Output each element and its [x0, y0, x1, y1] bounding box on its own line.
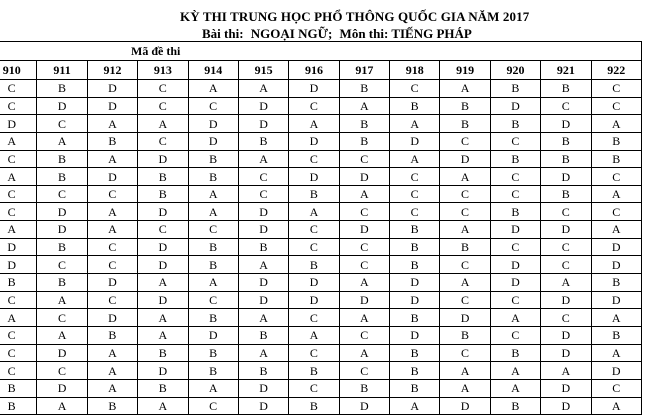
answer-cell: B — [541, 150, 591, 168]
answer-cell: A — [339, 309, 389, 327]
answer-cell: A — [591, 309, 642, 327]
answer-cell: D — [138, 238, 188, 256]
answer-cell: D — [0, 256, 37, 274]
exam-code-cell: 914 — [188, 60, 238, 80]
answer-cell: B — [390, 238, 440, 256]
answer-cell: B — [188, 150, 238, 168]
answer-cell: C — [289, 344, 339, 362]
exam-code-cell: 911 — [37, 60, 87, 80]
answer-cell: B — [87, 132, 137, 150]
answer-cell: A — [188, 80, 238, 98]
answer-cell: D — [188, 132, 238, 150]
answer-cell: A — [0, 309, 37, 327]
answer-cell: C — [87, 291, 137, 309]
answer-cell: B — [37, 80, 87, 98]
answer-cell: C — [238, 168, 288, 186]
subject-value: TIẾNG PHÁP — [391, 26, 472, 41]
table-row — [0, 132, 642, 150]
answer-cell: C — [138, 97, 188, 115]
answer-cell: B — [289, 185, 339, 203]
answer-cell: B — [37, 274, 87, 292]
answer-cell: C — [289, 309, 339, 327]
answer-cell: C — [0, 344, 37, 362]
answer-cell: C — [37, 362, 87, 380]
answer-cell: D — [440, 397, 490, 415]
answer-cell: D — [490, 274, 540, 292]
answer-cell: B — [490, 80, 540, 98]
answer-cell: D — [339, 221, 389, 239]
answer-cell: B — [87, 326, 137, 344]
answer-cell: D — [591, 291, 642, 309]
answer-cell: D — [238, 203, 288, 221]
header-row — [0, 42, 642, 61]
answer-cell: B — [238, 132, 288, 150]
answer-cell: B — [490, 203, 540, 221]
answer-cell: C — [339, 326, 389, 344]
table-row — [0, 379, 642, 397]
answer-cell: A — [37, 397, 87, 415]
answer-cell: C — [0, 326, 37, 344]
answer-cell: C — [591, 168, 642, 186]
answer-cell: C — [390, 168, 440, 186]
answer-cell: A — [87, 221, 137, 239]
answer-cell: D — [37, 203, 87, 221]
table-row — [0, 115, 642, 133]
answer-cell: D — [238, 221, 288, 239]
answer-cell: A — [37, 132, 87, 150]
answer-cell: B — [490, 344, 540, 362]
answer-cell: A — [138, 115, 188, 133]
answer-cell: D — [238, 291, 288, 309]
answer-cell: B — [440, 238, 490, 256]
answer-cell: C — [289, 238, 339, 256]
answer-cell: B — [188, 344, 238, 362]
answer-cell: B — [339, 132, 389, 150]
answer-cell: C — [390, 185, 440, 203]
answer-cell: A — [440, 379, 490, 397]
answer-cell: B — [289, 362, 339, 380]
answer-cell: C — [289, 221, 339, 239]
answer-cell: C — [591, 379, 642, 397]
exam-code-cell: 913 — [138, 60, 188, 80]
answer-cell: B — [289, 256, 339, 274]
answer-cell: D — [339, 291, 389, 309]
answer-cell: A — [87, 379, 137, 397]
answer-cell: C — [0, 97, 37, 115]
answer-cell: B — [591, 132, 642, 150]
answer-cell: B — [138, 344, 188, 362]
answer-cell: A — [289, 326, 339, 344]
answer-cell: C — [0, 150, 37, 168]
answer-cell: D — [541, 291, 591, 309]
exam-code-cell: 912 — [87, 60, 137, 80]
exam-code-cell: 918 — [390, 60, 440, 80]
answer-cell: C — [87, 256, 137, 274]
answer-cell: A — [0, 168, 37, 186]
answer-cell: C — [138, 80, 188, 98]
answer-cell: B — [37, 168, 87, 186]
answer-cell: B — [238, 326, 288, 344]
answer-cell: D — [37, 344, 87, 362]
answer-cell: D — [138, 256, 188, 274]
answer-cell: C — [591, 80, 642, 98]
answer-cell: C — [188, 221, 238, 239]
answer-cell: A — [188, 379, 238, 397]
answer-cell: A — [37, 326, 87, 344]
exam-code-row — [0, 60, 642, 80]
answer-cell: A — [390, 397, 440, 415]
answer-cell: C — [188, 291, 238, 309]
answer-cell: B — [390, 97, 440, 115]
table-row — [0, 203, 642, 221]
answer-cell: B — [390, 256, 440, 274]
answer-cell: D — [87, 274, 137, 292]
answer-cell: C — [541, 256, 591, 274]
answer-cell: C — [440, 203, 490, 221]
answer-cell: D — [541, 379, 591, 397]
answer-cell: A — [440, 362, 490, 380]
answer-cell: A — [289, 203, 339, 221]
answer-cell: D — [440, 150, 490, 168]
table-row — [0, 80, 642, 98]
answer-cell: A — [188, 203, 238, 221]
answer-cell: B — [289, 397, 339, 415]
answer-cell: B — [37, 238, 87, 256]
answer-cell: D — [87, 97, 137, 115]
answer-cell: D — [0, 238, 37, 256]
answer-cell: B — [188, 362, 238, 380]
answer-cell: B — [591, 150, 642, 168]
exam-code-cell: 922 — [591, 60, 642, 80]
answer-cell: D — [238, 97, 288, 115]
answer-cell: B — [440, 326, 490, 344]
answer-cell: C — [440, 256, 490, 274]
table-row — [0, 274, 642, 292]
answer-cell: B — [490, 150, 540, 168]
answer-cell: D — [390, 291, 440, 309]
table-row — [0, 397, 642, 415]
answer-cell: D — [390, 326, 440, 344]
table-row — [0, 309, 642, 327]
exam-code-cell: 915 — [238, 60, 288, 80]
answer-cell: C — [37, 115, 87, 133]
answer-cell: C — [490, 291, 540, 309]
exam-code-cell: 910 — [0, 60, 37, 80]
table-row — [0, 238, 642, 256]
answer-cell: D — [289, 291, 339, 309]
answer-cell: C — [87, 238, 137, 256]
answer-cell: A — [188, 185, 238, 203]
answer-cell: B — [188, 309, 238, 327]
answer-cell: D — [289, 168, 339, 186]
answer-cell: A — [238, 344, 288, 362]
answer-cell: C — [490, 326, 540, 344]
answer-cell: D — [390, 132, 440, 150]
exam-code-group-label: Mã đề thi — [0, 42, 642, 61]
exam-subtitle — [202, 26, 472, 42]
answer-cell: B — [339, 115, 389, 133]
answer-cell: D — [87, 309, 137, 327]
answer-cell: D — [490, 221, 540, 239]
answer-cell: B — [188, 168, 238, 186]
table-row — [0, 362, 642, 380]
answer-cell: B — [188, 256, 238, 274]
answer-cell: D — [238, 397, 288, 415]
exam-label: Bài thi: — [202, 26, 244, 41]
table-row — [0, 97, 642, 115]
answer-cell: D — [289, 80, 339, 98]
answer-cell: B — [541, 132, 591, 150]
answer-cell: D — [138, 362, 188, 380]
answer-cell: A — [238, 150, 288, 168]
answer-cell: A — [541, 274, 591, 292]
answer-cell: C — [339, 238, 389, 256]
answer-cell: A — [87, 150, 137, 168]
answer-cell: D — [289, 274, 339, 292]
answer-cell: C — [37, 309, 87, 327]
answer-cell: D — [440, 309, 490, 327]
answer-cell: C — [87, 185, 137, 203]
answer-cell: C — [138, 221, 188, 239]
answer-cell: B — [339, 80, 389, 98]
answer-cell: C — [37, 185, 87, 203]
answer-cell: C — [591, 97, 642, 115]
answer-cell: A — [490, 362, 540, 380]
answer-cell: C — [541, 203, 591, 221]
answer-cell: B — [541, 80, 591, 98]
answer-cell: A — [339, 274, 389, 292]
answer-cell: B — [541, 185, 591, 203]
answer-cell: C — [289, 97, 339, 115]
answer-cell: D — [188, 326, 238, 344]
answer-cell: D — [541, 221, 591, 239]
answer-cell: D — [37, 97, 87, 115]
answer-cell: B — [440, 97, 490, 115]
exam-code-cell: 921 — [541, 60, 591, 80]
exam-value: NGOẠI NGỮ; — [250, 26, 333, 41]
answer-cell: B — [188, 238, 238, 256]
answer-cell: D — [591, 238, 642, 256]
answer-cell: A — [238, 80, 288, 98]
answer-cell: C — [490, 185, 540, 203]
answer-cell: A — [188, 274, 238, 292]
answer-cell: D — [238, 379, 288, 397]
answer-cell: C — [541, 97, 591, 115]
table-row — [0, 150, 642, 168]
answer-cell: C — [339, 150, 389, 168]
answer-cell: B — [390, 362, 440, 380]
answer-cell: A — [0, 221, 37, 239]
answer-cell: D — [37, 221, 87, 239]
answer-cell: B — [238, 362, 288, 380]
answer-cell: C — [490, 132, 540, 150]
answer-cell: D — [541, 397, 591, 415]
answer-cell: B — [490, 115, 540, 133]
answer-cell: B — [138, 185, 188, 203]
answer-cell: D — [541, 168, 591, 186]
answer-cell: C — [440, 344, 490, 362]
answer-cell: B — [591, 274, 642, 292]
answer-cell: C — [0, 291, 37, 309]
answer-cell: D — [490, 256, 540, 274]
answer-cell: C — [37, 256, 87, 274]
answer-cell: D — [238, 115, 288, 133]
answer-cell: B — [390, 221, 440, 239]
answer-cell: C — [289, 150, 339, 168]
answer-cell: C — [339, 256, 389, 274]
table-row — [0, 291, 642, 309]
answer-cell: A — [87, 115, 137, 133]
table-row — [0, 185, 642, 203]
answer-cell: D — [339, 168, 389, 186]
answer-cell: C — [490, 168, 540, 186]
answer-cell: C — [188, 397, 238, 415]
answer-cell: C — [238, 185, 288, 203]
answer-cell: A — [0, 132, 37, 150]
answer-cell: A — [440, 274, 490, 292]
answer-cell: A — [138, 397, 188, 415]
answer-cell: D — [591, 362, 642, 380]
answer-cell: D — [87, 168, 137, 186]
answer-cell: C — [339, 203, 389, 221]
exam-code-cell: 919 — [440, 60, 490, 80]
answer-cell: A — [490, 309, 540, 327]
answer-cell: B — [238, 238, 288, 256]
exam-code-cell: 917 — [339, 60, 389, 80]
answer-cell: C — [0, 80, 37, 98]
answer-cell: C — [440, 291, 490, 309]
answer-cell: B — [390, 379, 440, 397]
answer-cell: A — [490, 379, 540, 397]
answer-cell: A — [390, 115, 440, 133]
answer-cell: A — [541, 362, 591, 380]
answer-cell: A — [339, 185, 389, 203]
answer-cell: A — [390, 150, 440, 168]
answer-cell: D — [541, 115, 591, 133]
answer-cell: B — [390, 344, 440, 362]
answer-cell: C — [541, 309, 591, 327]
answer-cell: A — [138, 326, 188, 344]
answer-cell: D — [541, 344, 591, 362]
answer-cell: D — [591, 256, 642, 274]
answer-cell: A — [87, 344, 137, 362]
table-row — [0, 221, 642, 239]
answer-cell: A — [591, 344, 642, 362]
answer-cell: A — [339, 97, 389, 115]
answer-cell: C — [0, 362, 37, 380]
answer-cell: C — [490, 238, 540, 256]
answer-cell: C — [138, 132, 188, 150]
answer-cell: B — [87, 397, 137, 415]
answer-cell: C — [390, 203, 440, 221]
answer-cell: D — [541, 326, 591, 344]
exam-code-cell: 916 — [289, 60, 339, 80]
answer-cell: C — [440, 132, 490, 150]
answer-cell: D — [238, 274, 288, 292]
answer-cell: D — [339, 397, 389, 415]
answer-cell: A — [591, 115, 642, 133]
answer-cell: A — [87, 362, 137, 380]
answer-cell: C — [339, 362, 389, 380]
answer-cell: C — [390, 80, 440, 98]
answer-cell: A — [440, 168, 490, 186]
answer-cell: C — [541, 238, 591, 256]
answer-cell: D — [37, 379, 87, 397]
answer-cell: D — [188, 115, 238, 133]
answer-cell: D — [138, 203, 188, 221]
answer-cell: A — [87, 203, 137, 221]
answer-cell: A — [37, 291, 87, 309]
answer-cell: B — [390, 309, 440, 327]
answer-cell: C — [440, 185, 490, 203]
answer-cell: B — [0, 274, 37, 292]
answer-cell: D — [138, 150, 188, 168]
answer-cell: C — [289, 379, 339, 397]
page-title: KỲ THI TRUNG HỌC PHỔ THÔNG QUỐC GIA NĂM 2017 — [180, 9, 530, 24]
answer-cell: C — [591, 203, 642, 221]
answer-cell: B — [138, 379, 188, 397]
answer-cell: D — [390, 274, 440, 292]
answer-cell: A — [591, 397, 642, 415]
answer-cell: C — [0, 185, 37, 203]
answer-cell: A — [591, 185, 642, 203]
answer-key-table — [0, 41, 642, 415]
answer-cell: B — [490, 397, 540, 415]
answer-cell: D — [0, 115, 37, 133]
exam-code-cell: 920 — [490, 60, 540, 80]
answer-cell: B — [440, 115, 490, 133]
answer-cell: B — [0, 379, 37, 397]
table-row — [0, 256, 642, 274]
answer-cell: C — [0, 203, 37, 221]
answer-cell: B — [138, 168, 188, 186]
table-row — [0, 168, 642, 186]
answer-cell: B — [0, 397, 37, 415]
answer-cell: A — [238, 256, 288, 274]
answer-cell: D — [138, 291, 188, 309]
answer-cell: A — [440, 221, 490, 239]
answer-cell: A — [591, 221, 642, 239]
answer-cell: A — [289, 115, 339, 133]
answer-cell: B — [591, 326, 642, 344]
answer-cell: A — [138, 274, 188, 292]
answer-cell: D — [289, 132, 339, 150]
answer-cell: D — [490, 97, 540, 115]
answer-cell: B — [37, 150, 87, 168]
answer-cell: A — [138, 309, 188, 327]
table-row — [0, 326, 642, 344]
answer-cell: A — [440, 80, 490, 98]
answer-cell: C — [188, 97, 238, 115]
answer-cell: A — [238, 309, 288, 327]
answer-cell: A — [339, 344, 389, 362]
answer-cell: D — [87, 80, 137, 98]
subject-label: Môn thi: — [339, 26, 389, 41]
table-row — [0, 344, 642, 362]
answer-cell: B — [339, 379, 389, 397]
